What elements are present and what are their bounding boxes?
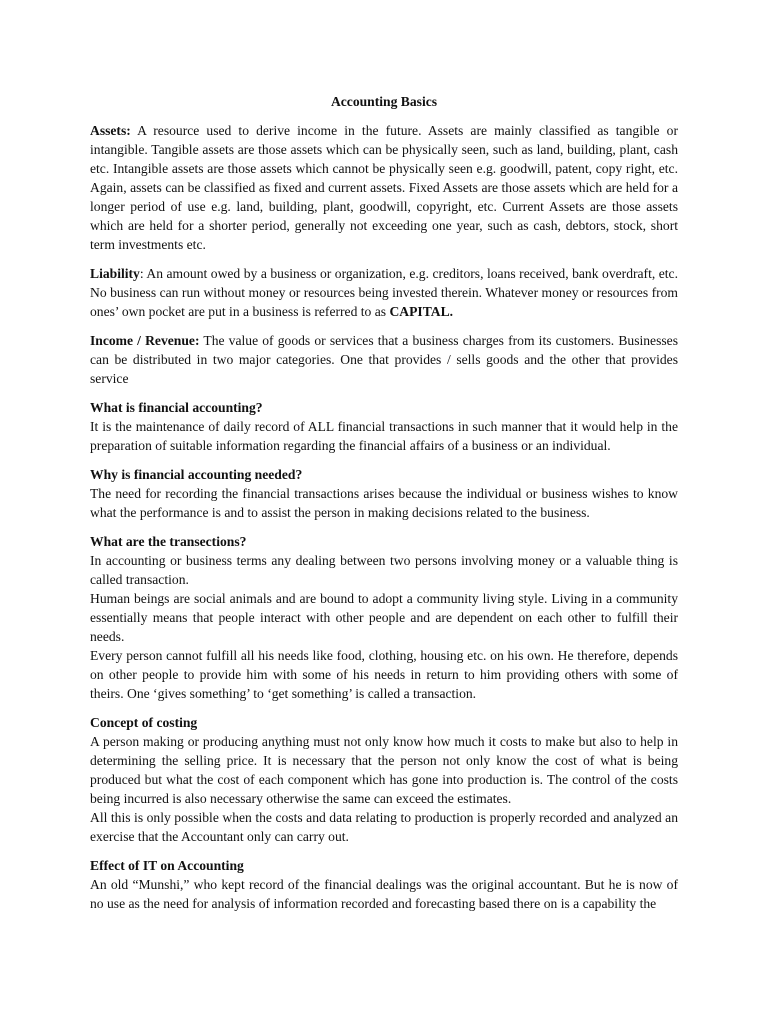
liability-paragraph: [90, 264, 678, 321]
section-heading: Concept of costing: [90, 715, 198, 730]
assets-paragraph: [90, 121, 678, 254]
section-financial-accounting: [90, 398, 678, 455]
income-paragraph: [90, 331, 678, 388]
assets-term: Assets:: [90, 123, 131, 138]
section-heading: What are the transections?: [90, 534, 247, 549]
section-paragraph: All this is only possible when the costs and data relating to production is properly recorded and analyzed an exercise that the Accountant only can carry out.: [90, 810, 678, 844]
document-title: Accounting Basics: [330, 94, 438, 109]
section-why-needed: [90, 465, 678, 522]
section-heading: Effect of IT on Accounting: [90, 858, 244, 873]
section-paragraph: Human beings are social animals and are bound to adopt a community living style. Living in a community essentially means that people interact with other people and are dependent on each other to fulfill their needs.: [90, 591, 678, 644]
section-paragraph: Every person cannot fulfill all his needs like food, clothing, housing etc. on his own. He therefore, depends on other people to provide him with some of his needs in return to him providing others with some of theirs. One ‘gives something’ to ‘get something’ is called a transaction.: [90, 648, 678, 701]
liability-term: Liability: [90, 266, 140, 281]
liability-text: : An amount owed by a business or organization, e.g. creditors, loans received, bank overdraft, etc. No business can run without money or resources being invested therein. Whatever money or resources from ones’ own pocket are put in a business is referred to as: [90, 266, 678, 319]
section-heading: What is financial accounting?: [90, 400, 263, 415]
section-heading: Why is financial accounting needed?: [90, 467, 303, 482]
section-costing: [90, 713, 678, 846]
capital-emphasis: CAPITAL.: [389, 304, 454, 319]
section-paragraph: The need for recording the financial transactions arises because the individual or business wishes to know what the performance is and to assist the person in making decisions related to the business.: [90, 486, 678, 520]
document-page: [90, 92, 678, 923]
section-paragraph: It is the maintenance of daily record of ALL financial transactions in such manner that it would help in the preparation of suitable information regarding the financial affairs of a business or an individual.: [90, 419, 678, 453]
income-term: Income / Revenue:: [90, 333, 200, 348]
assets-text: A resource used to derive income in the future. Assets are mainly classified as tangible or intangible. Tangible assets are those assets which can be physically seen, such as land, building, plant, cash etc. Intangible assets are those assets which cannot be physically seen e.g. goodwill, patent, copy right, etc. Again, assets can be classified as fixed and current assets. Fixed Assets are those assets which are held for a longer period of use e.g. land, building, plant, goodwill, copyright, etc. Current Assets are those assets which are held for a shorter period, generally not exceeding one year, such as cash, debtors, stock, short term investments etc.: [90, 123, 678, 252]
section-transections: [90, 532, 678, 703]
section-paragraph: An old “Munshi,” who kept record of the financial dealings was the original accountant. But he is now of no use as the need for analysis of information recorded and forecasting based there on is a capability the: [90, 877, 678, 911]
income-text: The value of goods or services that a business charges from its customers. Businesses can be distributed in two major categories. One that provides / sells goods and the other that provides service: [90, 333, 678, 386]
section-paragraph: A person making or producing anything must not only know how much it costs to make but also to help in determining the selling price. It is necessary that the person not only know the cost of what is being produced but what the cost of each component which has gone into production is. The control of the costs being incurred is also necessary otherwise the same can exceed the estimates.: [90, 734, 678, 806]
section-paragraph: In accounting or business terms any dealing between two persons involving money or a valuable thing is called transaction.: [90, 553, 678, 587]
section-it-effect: [90, 856, 678, 913]
